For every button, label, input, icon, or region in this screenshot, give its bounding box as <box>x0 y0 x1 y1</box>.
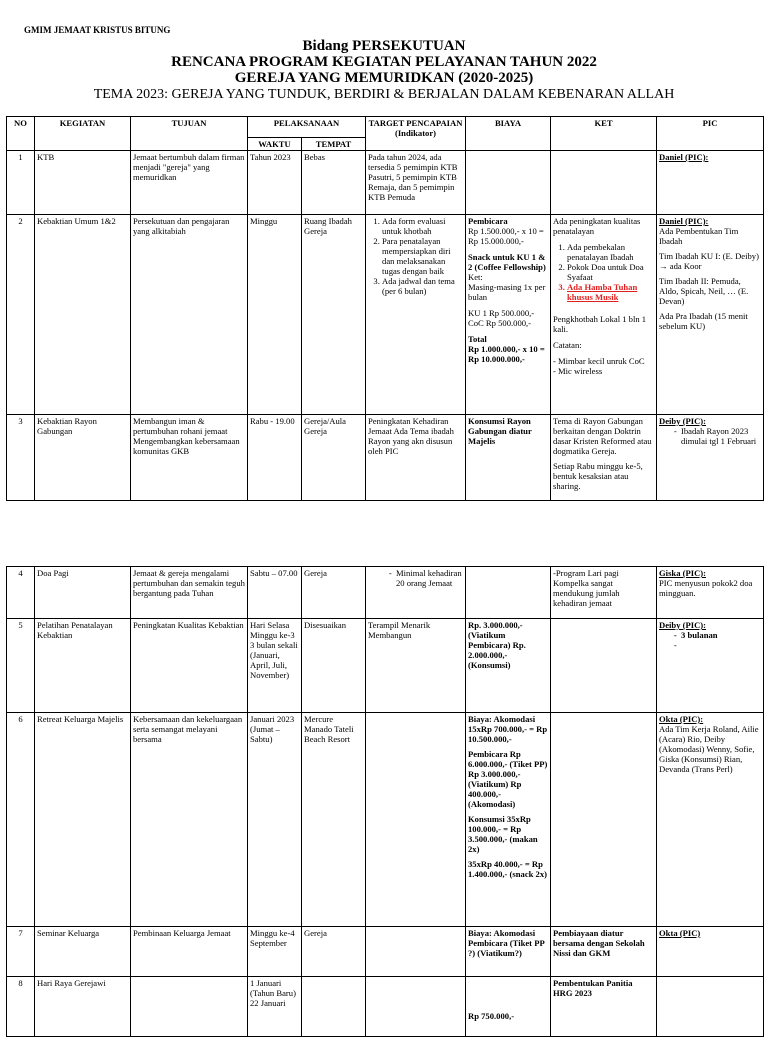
list-item: 1. Ada pembekalan penatalayan Ibadah <box>567 242 654 262</box>
row-ket: Pembentukan Panitia HRG 2023 <box>551 977 657 1037</box>
col-header-pic: PIC <box>657 117 764 151</box>
biaya-line: Ket: <box>468 272 483 282</box>
row-biaya <box>466 713 551 927</box>
row-no: 3 <box>7 415 35 501</box>
biaya-line: Rp 1.000.000,- x 10 = Rp 10.000.000,- <box>468 344 545 364</box>
biaya-line: Masing-masing 1x per bulan <box>468 282 546 302</box>
row-biaya <box>466 567 551 619</box>
row-tujuan <box>131 977 248 1037</box>
row-ket <box>551 415 657 501</box>
col-header-tempat: TEMPAT <box>302 138 366 151</box>
row-waktu: Hari Selasa Minggu ke-3 3 bulan sekali (Januari, April, Juli, November) <box>248 619 302 713</box>
list-item: - 3 bulanan <box>681 630 761 640</box>
col-header-tujuan: TUJUAN <box>131 117 248 151</box>
biaya-line: Pembicara <box>468 216 508 226</box>
row-no: 4 <box>7 567 35 619</box>
col-header-ket: KET <box>551 117 657 151</box>
table-row <box>7 567 764 619</box>
biaya-line: KU 1 Rp 500.000,- <box>468 308 535 318</box>
row-target: Peningkatan Kehadiran Jemaat Ada Tema ibadah Rayon yang akn disusun oleh PIC <box>366 415 466 501</box>
row-ket: -Program Lari pagi Kompelka sangat mendukung jumlah kehadiran jemaat <box>551 567 657 619</box>
ket-list <box>553 242 654 302</box>
biaya-line: Snack untuk KU 1 & 2 (Coffee Fellowship) <box>468 252 546 272</box>
ket-line: Tema di Rayon Gabungan berkaitan dengan Doktrin dasar Kristen Reformed atau dogmatika Gereja. <box>553 416 652 456</box>
table-header-row <box>7 117 764 138</box>
row-target <box>366 215 466 415</box>
pic-line: Ada Tim Kerja Roland, Ailie (Acara) Rio, Deiby (Akomodasi) Wenny, Sofie, Giska (Konsumsi) Rian, Devanda (Trans Perl) <box>659 724 759 774</box>
pic-name: Deiby (PIC): <box>659 416 707 426</box>
row-biaya <box>466 151 551 215</box>
pic-line: Ada Pembentukan Tim Ibadah <box>659 226 739 246</box>
row-waktu: Sabtu – 07.00 <box>248 567 302 619</box>
row-tujuan: Jemaat bertumbuh dalam firman menjadi "gereja" yang memuridkan <box>131 151 248 215</box>
table-row <box>7 619 764 713</box>
document-heading <box>0 38 768 103</box>
row-waktu: Minggu ke-4 September <box>248 927 302 977</box>
list-item: 2. Pokok Doa untuk Doa Syafaat <box>567 262 654 282</box>
row-tujuan: Jemaat & gereja mengalami pertumbuhan dan semakin teguh bergantung pada Tuhan <box>131 567 248 619</box>
table-row <box>7 415 764 501</box>
program-table-part-2 <box>6 566 764 1037</box>
row-kegiatan: Retreat Keluarga Majelis <box>35 713 131 927</box>
row-kegiatan: Pelatihan Penatalayan Kebaktian <box>35 619 131 713</box>
row-tempat <box>302 977 366 1037</box>
table-row <box>7 927 764 977</box>
biaya-line: Konsumsi 35xRp 100.000,- = Rp 3.500.000,- (makan 2x) <box>468 814 538 854</box>
list-item: - Ibadah Rayon 2023 dimulai tgl 1 Februari <box>681 426 761 446</box>
row-pic <box>657 215 764 415</box>
pic-list <box>659 630 761 650</box>
row-kegiatan: Seminar Keluarga <box>35 927 131 977</box>
row-waktu: Januari 2023 (Jumat – Sabtu) <box>248 713 302 927</box>
row-waktu: Tahun 2023 <box>248 151 302 215</box>
row-no: 5 <box>7 619 35 713</box>
row-waktu: Rabu - 19.00 <box>248 415 302 501</box>
heading-line-1: Bidang PERSEKUTUAN <box>302 38 466 54</box>
row-no: 8 <box>7 977 35 1037</box>
row-ket <box>551 215 657 415</box>
row-target: Pada tahun 2024, ada tersedia 5 pemimpin KTB Pasutri, 5 pemimpin KTB Remaja, dan 5 pemimpin KTB Pemuda <box>366 151 466 215</box>
col-header-kegiatan: KEGIATAN <box>35 117 131 151</box>
row-kegiatan: KTB <box>35 151 131 215</box>
pic-line: PIC menyusun pokok2 doa mingguan. <box>659 578 753 598</box>
row-tempat: Gereja <box>302 927 366 977</box>
list-item: - Minimal kehadiran 20 orang Jemaat <box>396 568 463 588</box>
row-tujuan: Pembinaan Keluarga Jemaat <box>131 927 248 977</box>
pic-name: Daniel (PIC): <box>659 152 709 162</box>
row-tujuan: Membangun iman & pertumbuhan rohani jemaat Mengembangkan kebersamaan komunitas GKB <box>131 415 248 501</box>
row-ket <box>551 151 657 215</box>
row-tujuan: Persekutuan dan pengajaran yang alkitabiah <box>131 215 248 415</box>
row-target: Terampil Menarik Membangun <box>366 619 466 713</box>
ket-line: Pengkhotbah Lokal 1 bln 1 kali. <box>553 314 647 334</box>
pic-name: Daniel (PIC): <box>659 216 709 226</box>
row-pic <box>657 977 764 1037</box>
row-biaya <box>466 215 551 415</box>
biaya-line: Pembicara Rp 6.000.000,- (Tiket PP) Rp 3.000.000,- (Viatikum) Rp 400.000,- (Akomodasi) <box>468 749 548 809</box>
biaya-line: Biaya: Akomodasi 15xRp 700.000,- = Rp 10.500.000,- <box>468 714 548 744</box>
row-pic <box>657 151 764 215</box>
biaya-line: Rp 1.500.000,- x 10 = Rp 15.000.000,- <box>468 226 544 246</box>
row-tempat: Ruang Ibadah Gereja <box>302 215 366 415</box>
col-header-target: TARGET PENCAPAIAN (Indikator) <box>366 117 466 151</box>
pic-name: Giska (PIC): <box>659 568 707 578</box>
row-no: 7 <box>7 927 35 977</box>
row-tujuan: Kebersamaan dan kekeluargaan serta semangat melayani bersama <box>131 713 248 927</box>
church-name: GMIM JEMAAT KRISTUS BITUNG <box>24 25 171 35</box>
row-biaya: Rp 750.000,- <box>466 977 551 1037</box>
biaya-line: 35xRp 40.000,- = Rp 1.400.000,- (snack 2x) <box>468 859 548 879</box>
row-target <box>366 713 466 927</box>
row-ket <box>551 619 657 713</box>
list-item <box>681 640 761 650</box>
pic-name: Okta (PIC) <box>659 928 701 938</box>
row-waktu: 1 Januari (Tahun Baru) 22 Januari <box>248 977 302 1037</box>
col-header-pelaksanaan: PELAKSANAAN <box>248 117 366 138</box>
biaya-line: Total <box>468 334 487 344</box>
program-table-part-1 <box>6 116 764 501</box>
biaya-line: CoC Rp 500.000,- <box>468 318 532 328</box>
list-item: 3. Ada jadwal dan tema (per 6 bulan) <box>382 276 463 296</box>
row-pic <box>657 567 764 619</box>
pic-line: Ada Pra Ibadah (15 menit sebelum KU) <box>659 311 748 331</box>
row-kegiatan: Hari Raya Gerejawi <box>35 977 131 1037</box>
ket-line: Setiap Rabu minggu ke-5, bentuk kesaksian atau sharing. <box>553 461 643 491</box>
row-kegiatan: Kebaktian Rayon Gabungan <box>35 415 131 501</box>
target-list <box>368 568 463 588</box>
row-tempat: Bebas <box>302 151 366 215</box>
row-target <box>366 927 466 977</box>
col-header-no: NO <box>7 117 35 151</box>
row-target <box>366 567 466 619</box>
ket-line: Catatan: <box>553 340 582 350</box>
row-pic <box>657 927 764 977</box>
list-item: 1. Ada form evaluasi untuk khotbah <box>382 216 463 236</box>
row-no: 1 <box>7 151 35 215</box>
row-waktu: Minggu <box>248 215 302 415</box>
row-tempat: Gereja/Aula Gereja <box>302 415 366 501</box>
pic-line: Tim Ibadah KU I: (E. Deiby) → ada Koor <box>659 251 759 271</box>
heading-line-3: GEREJA YANG MEMURIDKAN (2020-2025) <box>234 70 534 86</box>
row-ket: Pembiayaan diatur bersama dengan Sekolah Nissi dan GKM <box>551 927 657 977</box>
row-tujuan: Peningkatan Kualitas Kebaktian <box>131 619 248 713</box>
heading-line-2: RENCANA PROGRAM KEGIATAN PELAYANAN TAHUN 2022 <box>171 54 597 70</box>
target-list <box>368 216 463 296</box>
table-row <box>7 215 764 415</box>
row-biaya: Biaya: Akomodasi Pembicara (Tiket PP ?) (Viatikum?) <box>466 927 551 977</box>
pic-name: Okta (PIC): <box>659 714 704 724</box>
col-header-waktu: WAKTU <box>248 138 302 151</box>
table-row <box>7 151 764 215</box>
list-item: 3. Ada Hamba Tuhan khusus Musik <box>567 282 654 302</box>
ket-line: Ada peningkatan kualitas penatalayan <box>553 216 641 236</box>
ket-line: - Mic wireless <box>553 366 603 376</box>
table-row <box>7 977 764 1037</box>
row-kegiatan: Doa Pagi <box>35 567 131 619</box>
pic-name: Deiby (PIC): <box>659 620 707 630</box>
list-item: 2. Para penatalayan mempersiapkan diri dan melaksanakan tugas dengan baik <box>382 236 463 276</box>
row-pic <box>657 619 764 713</box>
row-no: 2 <box>7 215 35 415</box>
row-tempat: Gereja <box>302 567 366 619</box>
theme-line: TEMA 2023: GEREJA YANG TUNDUK, BERDIRI & BERJALAN DALAM KEBENARAN ALLAH <box>93 87 675 102</box>
row-pic <box>657 415 764 501</box>
row-kegiatan: Kebaktian Umum 1&2 <box>35 215 131 415</box>
table-row <box>7 713 764 927</box>
col-header-biaya: BIAYA <box>466 117 551 151</box>
row-no: 6 <box>7 713 35 927</box>
row-tempat: Mercure Manado Tateli Beach Resort <box>302 713 366 927</box>
row-tempat: Disesuaikan <box>302 619 366 713</box>
pic-line: Tim Ibadah II: Pemuda, Aldo, Spicah, Neil, … (E. Devan) <box>659 276 749 306</box>
row-target <box>366 977 466 1037</box>
row-biaya: Rp. 3.000.000,- (Viatikum Pembicara) Rp. 2.000.000,- (Konsumsi) <box>466 619 551 713</box>
row-biaya: Konsumsi Rayon Gabungan diatur Majelis <box>466 415 551 501</box>
pic-list <box>659 426 761 446</box>
row-ket <box>551 713 657 927</box>
row-pic <box>657 713 764 927</box>
ket-line: - Mimbar kecil unruk CoC <box>553 356 645 366</box>
